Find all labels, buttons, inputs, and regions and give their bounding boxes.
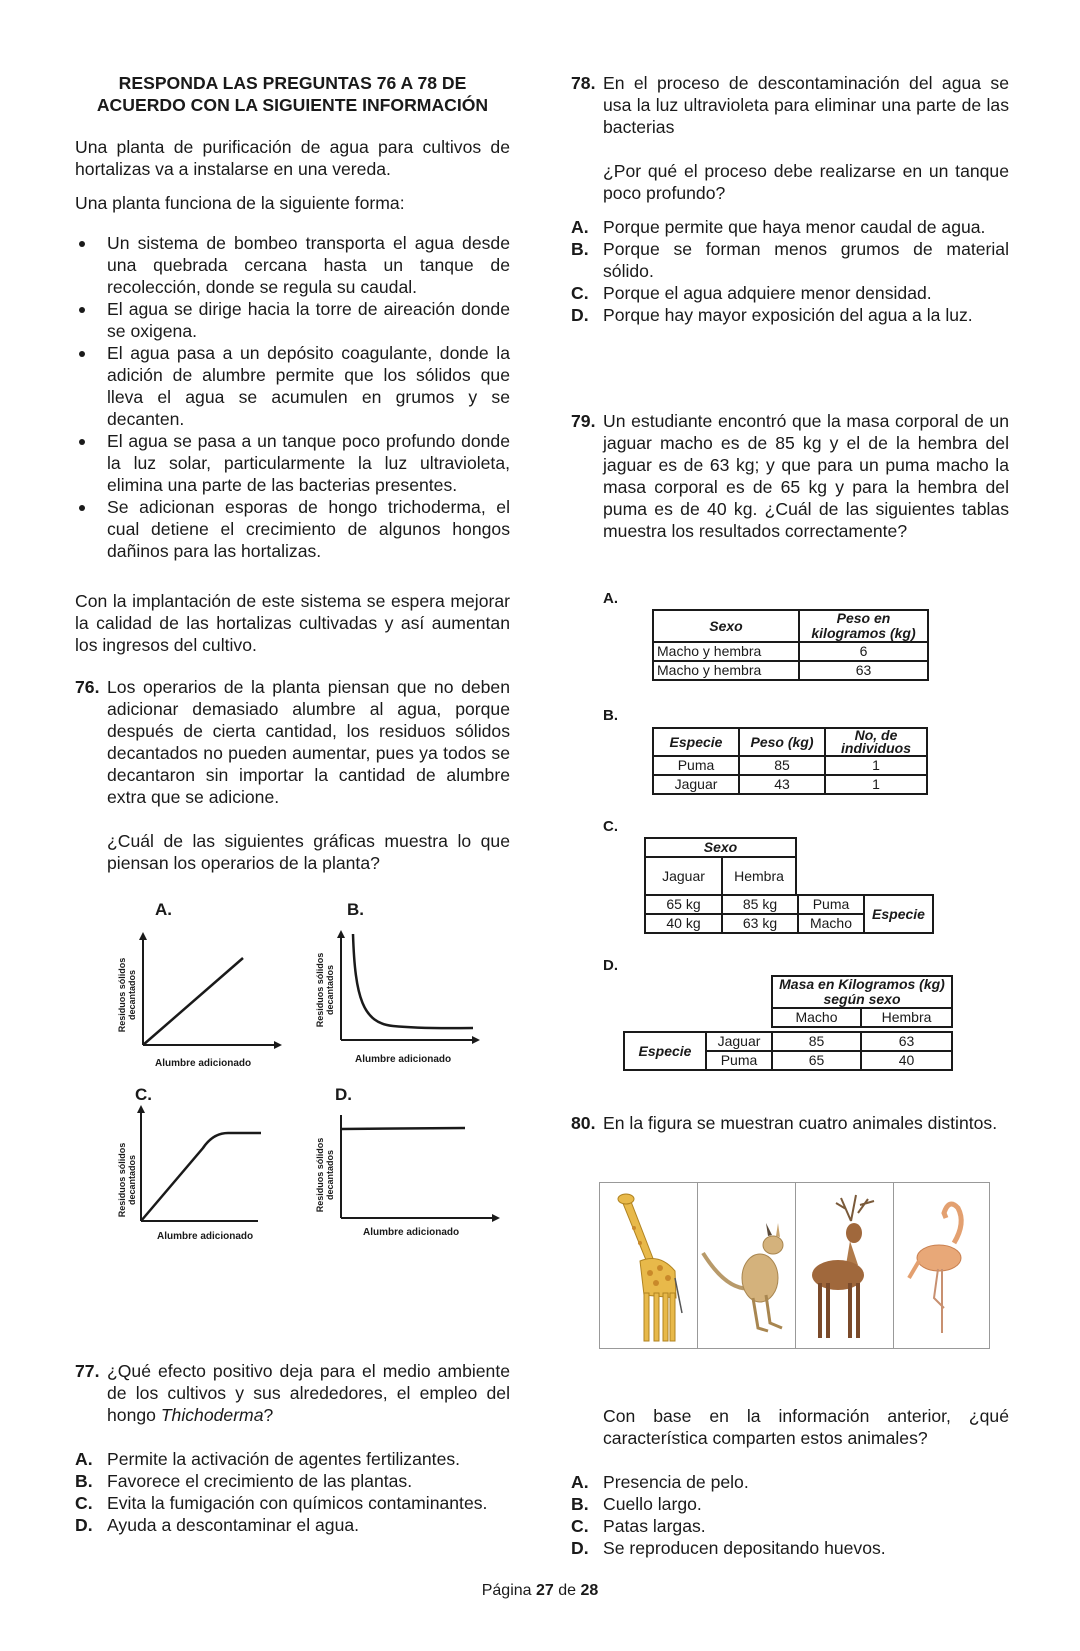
intro-paragraph-1: Una planta de purificación de agua para cultivos de hortalizas va a instalarse en una vereda.	[75, 137, 510, 179]
graph-x-axis-label: Alumbre adicionado	[363, 1227, 460, 1238]
graph-y-axis-label: Residuos sólidos decantados	[315, 952, 335, 1028]
answer-options	[571, 216, 1009, 326]
table-a-label: A.	[603, 590, 618, 607]
table-a[interactable]	[652, 609, 929, 681]
option-c[interactable]: C. Evita la fumigación con químicos contaminantes.	[75, 1493, 488, 1513]
animal-flamingo	[894, 1183, 991, 1348]
giraffe-icon	[600, 1183, 697, 1348]
table-header: No, de individuos	[825, 728, 927, 756]
question-text: Un estudiante encontró que la masa corporal de un jaguar macho es de 85 kg y el de la hembra del jaguar es de 63 kg; y que para un puma macho la masa corporal es de 65 kg y para la hembra del puma es de 40 kg. ¿Cuál de las siguientes tablas muestra los resultados correctamente?	[603, 411, 1009, 541]
question-77	[75, 1360, 510, 1536]
table-row: Puma 85 1	[653, 756, 927, 775]
flamingo-icon	[894, 1183, 991, 1348]
graph-a[interactable]	[105, 900, 285, 1070]
table-header: Sexo	[653, 610, 799, 642]
heading-line-2: ACUERDO CON LA SIGUIENTE INFORMACIÓN	[96, 95, 489, 115]
graph-label: D.	[335, 1085, 352, 1104]
table-header: Masa en Kilogramos (kg) según sexo	[772, 976, 952, 1008]
graph-y-axis-label: Residuos sólidos decantados	[315, 1137, 335, 1213]
question-prompt: ¿Por qué el proceso debe realizarse en un tanque poco profundo?	[603, 161, 1009, 203]
question-prompt: Con base en la información anterior, ¿qué característica comparten estos animales?	[603, 1406, 1009, 1448]
table-row: Macho y hembra 63	[653, 661, 928, 680]
graph-d-plot	[333, 1103, 503, 1228]
option-d[interactable]: D. Porque hay mayor exposición del agua a la luz.	[571, 305, 973, 325]
graph-c-plot	[133, 1103, 283, 1228]
graph-a-plot	[135, 930, 285, 1050]
question-text: Los operarios de la planta piensan que no deben adicionar demasiado alumbre al agua, porque después de cierta cantidad, los residuos sólidos decantados no pueden aumentar, pues ya todos se decantaron sin importar la cantidad de alumbre extra que se adicione.	[107, 677, 510, 807]
graph-y-axis-label: Residuos sólidos decantados	[117, 957, 137, 1033]
table-header: Peso (kg)	[739, 728, 825, 756]
question-76	[75, 676, 510, 874]
graph-x-axis-label: Alumbre adicionado	[157, 1231, 254, 1242]
graph-x-axis-label: Alumbre adicionado	[355, 1054, 452, 1065]
table-row: 65 kg 85 kg Puma Especie	[645, 895, 933, 914]
question-number: 76.	[75, 677, 100, 697]
option-a[interactable]: A. Porque permite que haya menor caudal de agua.	[571, 217, 986, 237]
deer-icon	[796, 1183, 893, 1348]
total-pages: 28	[580, 1582, 599, 1599]
kangaroo-icon	[698, 1183, 795, 1348]
heading-line-1: RESPONDA LAS PREGUNTAS 76 A 78 DE	[118, 73, 467, 93]
intro-paragraph-3: Con la implantación de este sistema se espera mejorar la calidad de las hortalizas cultivadas y así aumentan los ingresos del cultivo.	[75, 591, 510, 655]
table-header: Especie	[653, 728, 739, 756]
bullet-item: Se adicionan esporas de hongo trichoderma, el cual detiene el crecimiento de algunos hongos dañinos para las hortalizas.	[75, 496, 510, 562]
table-b[interactable]	[652, 727, 928, 795]
graph-y-axis-label: Residuos sólidos decantados	[117, 1142, 137, 1218]
option-d[interactable]: D. Ayuda a descontaminar el agua.	[75, 1515, 360, 1535]
option-b[interactable]: B. Cuello largo.	[571, 1494, 702, 1514]
graph-options	[105, 900, 505, 1260]
table-header: Peso en kilogramos (kg)	[799, 610, 928, 642]
animal-giraffe	[600, 1183, 698, 1348]
animals-figure	[599, 1182, 990, 1349]
intro-paragraph-2: Una planta funciona de la siguiente forma:	[75, 193, 405, 213]
option-b[interactable]: B. Favorece el crecimiento de las plantas.	[75, 1471, 413, 1491]
animal-kangaroo	[698, 1183, 796, 1348]
option-a[interactable]: A. Permite la activación de agentes fertilizantes.	[75, 1449, 461, 1469]
bullet-item: Un sistema de bombeo transporta el agua desde una quebrada cercana hasta un tanque de recolección, donde se regula su caudal.	[75, 232, 510, 298]
graph-label: A.	[155, 900, 172, 919]
table-b-label: B.	[603, 707, 618, 724]
table-c[interactable]: Sexo Jaguar Hembra 65 kg 85 kg Puma Especie 40 kg 63 kg Macho	[644, 837, 934, 937]
table-d-label: D.	[603, 957, 618, 974]
question-text: En el proceso de descontaminación del agua se usa la luz ultravioleta para eliminar una parte de las bacterias	[603, 73, 1009, 137]
question-78	[571, 72, 1009, 326]
table-row: Jaguar 43 1	[653, 775, 927, 794]
question-number: 80.	[571, 1113, 596, 1133]
question-80	[571, 1112, 1009, 1134]
question-number: 79.	[571, 411, 596, 431]
graph-c[interactable]	[105, 1085, 285, 1255]
bullet-item: El agua se dirige hacia la torre de aireación donde se oxigena.	[75, 298, 510, 342]
question-prompt: ¿Cuál de las siguientes gráficas muestra lo que piensan los operarios de la planta?	[107, 831, 510, 873]
option-c[interactable]: C. Patas largas.	[571, 1516, 706, 1536]
table-c-label: C.	[603, 818, 618, 835]
table-row: Especie Jaguar 85 63	[624, 1032, 952, 1051]
animal-deer	[796, 1183, 894, 1348]
bullet-item: El agua se pasa a un tanque poco profundo donde la luz solar, particularmente la luz ultravioleta, elimina una parte de las bacterias presentes.	[75, 430, 510, 496]
table-header: Sexo	[645, 838, 796, 857]
table-row: 40 kg 63 kg Macho	[645, 914, 933, 933]
question-text: ¿Qué efecto positivo deja para el medio ambiente de los cultivos y sus alrededores, el empleo del hongo Thichoderma?	[107, 1361, 510, 1425]
answer-options	[571, 1471, 1009, 1559]
table-row: Puma 65 40	[624, 1051, 952, 1070]
option-b[interactable]: B. Porque se forman menos grumos de material sólido.	[571, 239, 1009, 281]
process-bullet-list	[75, 232, 510, 562]
graph-x-axis-label: Alumbre adicionado	[155, 1058, 252, 1069]
option-c[interactable]: C. Porque el agua adquiere menor densidad.	[571, 283, 932, 303]
section-heading	[75, 72, 510, 116]
graph-b-plot	[333, 928, 483, 1048]
table-d[interactable]: Masa en Kilogramos (kg) según sexo Macho Hembra Especie Jaguar 85 63 Puma 65 40	[623, 975, 953, 1070]
question-number: 77.	[75, 1361, 100, 1381]
question-79	[571, 410, 1009, 542]
question-number: 78.	[571, 73, 596, 93]
page-number: 27	[535, 1582, 554, 1599]
graph-b[interactable]	[305, 900, 485, 1070]
question-80-prompt	[571, 1405, 1009, 1559]
graph-d[interactable]	[305, 1085, 505, 1255]
option-a[interactable]: A. Presencia de pelo.	[571, 1472, 749, 1492]
table-row: Macho y hembra 6	[653, 642, 928, 661]
question-text: En la figura se muestran cuatro animales distintos.	[603, 1113, 998, 1133]
graph-label: C.	[135, 1085, 152, 1104]
answer-options	[75, 1448, 510, 1536]
page-footer: Página 27 de 28	[481, 1582, 599, 1599]
graph-label: B.	[347, 900, 364, 919]
option-d[interactable]: D. Se reproducen depositando huevos.	[571, 1538, 886, 1558]
bullet-item: El agua pasa a un depósito coagulante, donde la adición de alumbre permite que los sólidos que lleva el agua se acumulen en grumos y se decanten.	[75, 342, 510, 430]
